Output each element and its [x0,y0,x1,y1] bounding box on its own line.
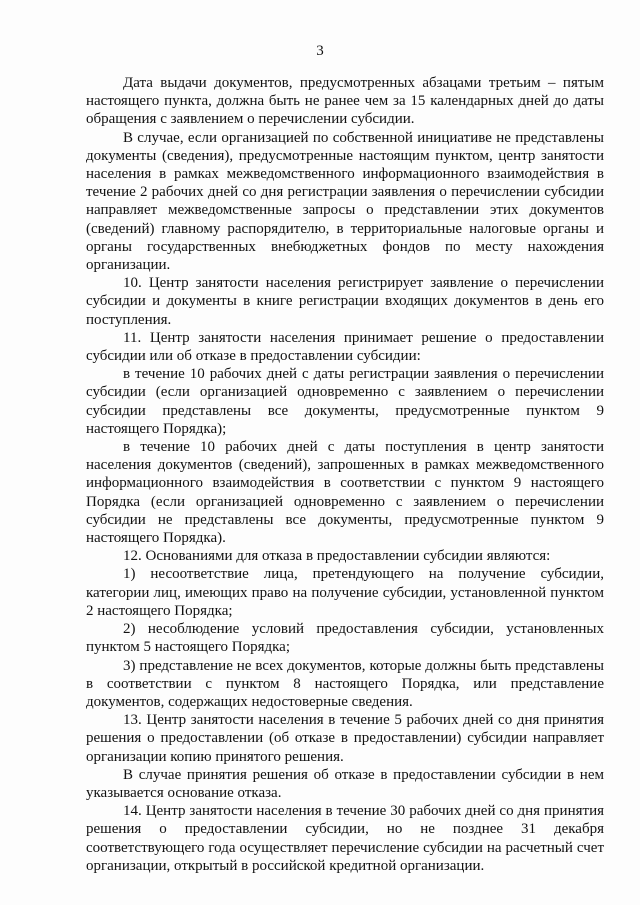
paragraph-refusal-reason: В случае принятия решения об отказе в предоставлении субсидии в нем указывается основание отказа. [86,766,604,801]
paragraph-clause-12-item-1: 1) несоответствие лица, претендующего на получение субсидии, категории лиц, имеющих право на получение субсидии, установленной пунктом 2 настоящего Порядка; [86,566,604,619]
paragraph-clause-11-term-a: в течение 10 рабочих дней с даты регистрации заявления о перечислении субсидии (если организацией одновременно с заявлением о перечислении субсидии представлены все документы, предусмотренные пунктом 9 настоящего Порядка); [86,366,604,437]
paragraph-clause-11-term-b: в течение 10 рабочих дней с даты поступления в центр занятости населения документов (сведений), запрошенных в рамках межведомственного информационного взаимодействия в соответствии с пунктом 9 настоящего Порядка (если организацией одновременно с заявлением о перечислении субсидии не представлены все документы, предусмотренные пунктом 9 настоящего Порядка). [86,439,604,547]
paragraph-clause-12-item-2: 2) несоблюдение условий предоставления субсидии, установленных пунктом 5 настоящего Порядка; [86,621,604,656]
paragraph-clause-11: 11. Центр занятости населения принимает решение о предоставлении субсидии или об отказе в предоставлении субсидии: [86,329,604,365]
page-number: 3 [316,43,324,59]
paragraph-interagency-requests: В случае, если организацией по собственной инициативе не представлены документы (сведения), предусмотренные настоящим пунктом, центр занятости населения в рамках межведомственного информационного взаимодействия в течение 2 рабочих дней со дня регистрации заявления о перечислении субсидии направляет межведомственные запросы о представлении этих документов (сведений) главному распорядителю, в территориальные налоговые органы и органы государственных внебюджетных фондов по месту нахождения организации. [86,129,604,274]
paragraph-document-issue-date: Дата выдачи документов, предусмотренных абзацами третьим – пятым настоящего пункта, должна быть не ранее чем за 15 календарных дней до даты обращения с заявлением о перечислении субсидии. [86,75,604,128]
paragraph-clause-13: 13. Центр занятости населения в течение 5 рабочих дней со дня принятия решения о предоставлении (об отказе в предоставлении) субсидии направляет организации копию принятого решения. [86,712,604,765]
paragraph-clause-12: 12. Основаниями для отказа в предоставлении субсидии являются: [123,548,551,565]
paragraph-clause-14: 14. Центр занятости населения в течение 30 рабочих дней со дня принятия решения о предоставлении субсидии, но не позднее 31 декабря соответствующего года осуществляет перечисление субсидии на расчетный счет организации, открытый в российской кредитной организации. [86,803,604,874]
paragraph-clause-12-item-3: 3) представление не всех документов, которые должны быть представлены в соответствии с пунктом 8 настоящего Порядка, или представление документов, содержащих недостоверные сведения. [86,657,604,710]
document-body [86,74,604,875]
paragraph-clause-10: 10. Центр занятости населения регистрирует заявление о перечислении субсидии и документы в книге регистрации входящих документов в день его поступления. [86,275,604,328]
